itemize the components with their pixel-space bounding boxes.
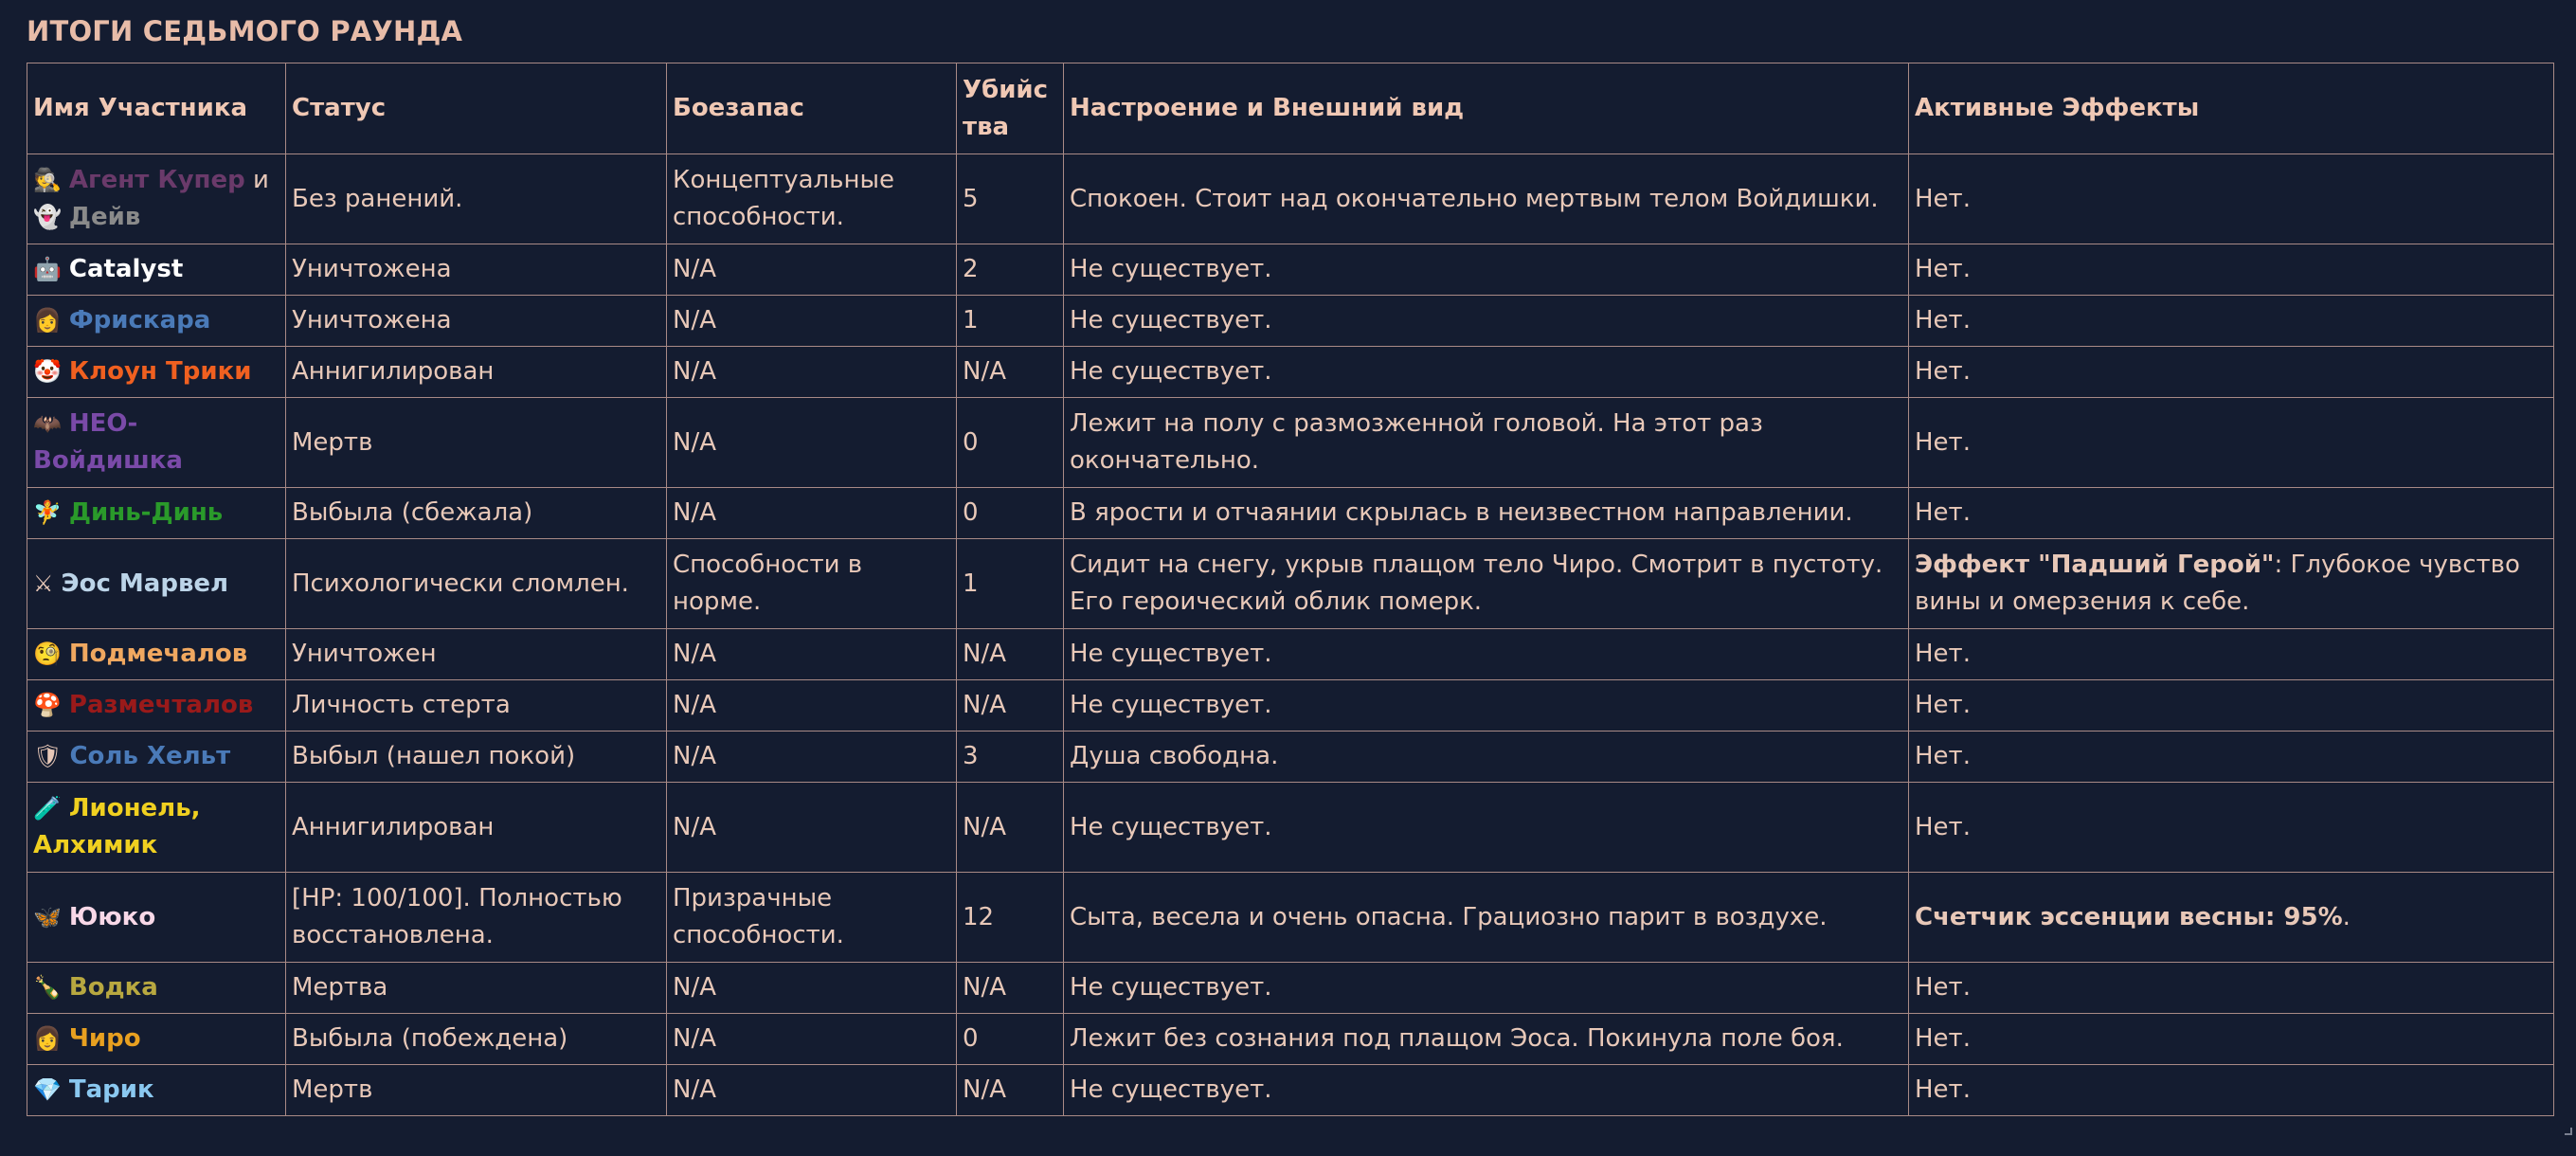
cell-ammo: N/A <box>667 629 957 680</box>
table-row <box>27 680 2554 732</box>
participant-name: Эос Марвел <box>61 569 229 598</box>
participant-name: Catalyst <box>68 255 184 283</box>
cell-status: Уничтожена <box>286 296 667 347</box>
cell-status: Выбыл (нашел покой) <box>286 732 667 783</box>
cell-ammo: N/A <box>667 244 957 296</box>
cell-status: Психологически сломлен. <box>286 539 667 629</box>
participant-avatar-icon: ⚔ <box>33 569 54 597</box>
cell-effects <box>1909 783 2554 873</box>
cell-effects <box>1909 1014 2554 1065</box>
cell-mood: Спокоен. Стоит над окончательно мертвым телом Войдишки. <box>1064 154 1909 244</box>
ghost-icon: 👻 <box>33 204 62 230</box>
cell-name <box>27 783 286 873</box>
cell-ammo: N/A <box>667 398 957 488</box>
cell-name <box>27 873 286 963</box>
cell-effects <box>1909 1065 2554 1116</box>
cell-name <box>27 488 286 539</box>
cell-kills: N/A <box>957 680 1064 732</box>
cell-name <box>27 154 286 244</box>
header-status: Статус <box>286 63 667 154</box>
participant-name: Агент Купер <box>68 166 245 194</box>
cell-status: Выбыла (сбежала) <box>286 488 667 539</box>
cell-status: Уничтожен <box>286 629 667 680</box>
table-body <box>27 154 2554 1116</box>
cell-effects <box>1909 963 2554 1014</box>
header-mood: Настроение и Внешний вид <box>1064 63 1909 154</box>
cell-ammo: N/A <box>667 680 957 732</box>
cell-status: [HP: 100/100]. Полностью восстановлена. <box>286 873 667 963</box>
cell-kills: 2 <box>957 244 1064 296</box>
cell-mood: Не существует. <box>1064 783 1909 873</box>
cell-kills: 0 <box>957 488 1064 539</box>
cell-kills: 12 <box>957 873 1064 963</box>
cell-name <box>27 680 286 732</box>
participant-avatar-icon: 🤖 <box>33 256 62 282</box>
table-row <box>27 154 2554 244</box>
effect-text: Нет. <box>1915 255 1971 283</box>
cell-kills: 0 <box>957 1014 1064 1065</box>
participant-name: Лионель, Алхимик <box>33 794 201 859</box>
cell-ammo: N/A <box>667 347 957 398</box>
cell-effects <box>1909 296 2554 347</box>
effect-text: Нет. <box>1915 812 1971 841</box>
cell-name <box>27 963 286 1014</box>
participant-name: НЕО-Войдишка <box>33 409 183 475</box>
participant-avatar-icon: 🍾 <box>33 974 62 1001</box>
cell-name <box>27 244 286 296</box>
cell-ammo: N/A <box>667 296 957 347</box>
effect-text: Нет. <box>1915 357 1971 386</box>
table-row <box>27 873 2554 963</box>
table-row <box>27 539 2554 629</box>
cell-effects <box>1909 154 2554 244</box>
cell-kills: 1 <box>957 296 1064 347</box>
cell-status: Мертва <box>286 963 667 1014</box>
effect-text: Нет. <box>1915 1075 1971 1104</box>
participant-avatar-icon: 🛡 <box>33 743 63 769</box>
participant-name: Ююко <box>68 902 156 931</box>
cell-effects <box>1909 732 2554 783</box>
results-table <box>27 63 2554 1116</box>
resize-handle-icon[interactable] <box>2565 1128 2572 1135</box>
participant-avatar-icon: 🕵 <box>33 167 62 193</box>
participant-avatar-icon: 🦇 <box>33 410 62 437</box>
name-conjunction: и <box>244 166 269 194</box>
cell-kills: N/A <box>957 1065 1064 1116</box>
effect-text: Нет. <box>1915 184 1971 213</box>
cell-effects <box>1909 488 2554 539</box>
participant-avatar-icon: 👩 <box>33 1025 62 1052</box>
participant-name: Чиро <box>68 1024 141 1053</box>
cell-name <box>27 629 286 680</box>
cell-kills: 1 <box>957 539 1064 629</box>
participant-avatar-icon: 👩 <box>33 307 62 334</box>
cell-kills: 5 <box>957 154 1064 244</box>
table-row <box>27 398 2554 488</box>
cell-mood: Сидит на снегу, укрыв плащом тело Чиро. Смотрит в пустоту. Его героический облик померк. <box>1064 539 1909 629</box>
effect-text: : Глубокое чувство вины и омерзения к себе. <box>1915 551 2520 616</box>
cell-effects <box>1909 629 2554 680</box>
participant-name: Динь-Динь <box>68 498 224 527</box>
cell-mood: Лежит на полу с размозженной головой. На этот раз окончательно. <box>1064 398 1909 488</box>
cell-mood: Не существует. <box>1064 963 1909 1014</box>
table-row <box>27 488 2554 539</box>
cell-mood: Душа свободна. <box>1064 732 1909 783</box>
table-header-row <box>27 63 2554 154</box>
effect-text: . <box>2342 902 2351 931</box>
table-row <box>27 783 2554 873</box>
participant-avatar-icon: 🤡 <box>33 358 62 385</box>
cell-status: Аннигилирован <box>286 347 667 398</box>
effect-text: Нет. <box>1915 1024 1971 1053</box>
table-row <box>27 244 2554 296</box>
participant-name: Водка <box>68 973 158 1002</box>
table-row <box>27 1014 2554 1065</box>
participant-name: Тарик <box>68 1075 154 1104</box>
effect-text: Нет. <box>1915 306 1971 334</box>
cell-mood: Не существует. <box>1064 1065 1909 1116</box>
effect-name: Эффект "Падший Герой" <box>1915 551 2275 579</box>
table-row <box>27 1065 2554 1116</box>
participant-avatar-icon: 💎 <box>33 1076 62 1103</box>
participant-avatar-icon: 🦋 <box>33 903 62 930</box>
cell-mood: В ярости и отчаянии скрылась в неизвестном направлении. <box>1064 488 1909 539</box>
participant-name: Клоун Трики <box>68 357 252 386</box>
effect-text: Нет. <box>1915 640 1971 668</box>
effect-text: Нет. <box>1915 691 1971 719</box>
table-row <box>27 347 2554 398</box>
cell-name <box>27 1065 286 1116</box>
cell-ammo: N/A <box>667 1065 957 1116</box>
cell-status: Личность стерта <box>286 680 667 732</box>
cell-name <box>27 539 286 629</box>
cell-mood: Не существует. <box>1064 347 1909 398</box>
participant-name: Размечталов <box>68 691 254 719</box>
cell-ammo: N/A <box>667 963 957 1014</box>
cell-mood: Не существует. <box>1064 680 1909 732</box>
effect-name: Счетчик эссенции весны: 95% <box>1915 902 2343 931</box>
header-ammo: Боезапас <box>667 63 957 154</box>
cell-mood: Сыта, весела и очень опасна. Грациозно парит в воздухе. <box>1064 873 1909 963</box>
cell-mood: Не существует. <box>1064 629 1909 680</box>
cell-name <box>27 347 286 398</box>
table-row <box>27 963 2554 1014</box>
cell-effects <box>1909 398 2554 488</box>
effect-text: Нет. <box>1915 742 1971 770</box>
cell-ammo: Концептуальные способности. <box>667 154 957 244</box>
cell-status: Мертв <box>286 398 667 488</box>
cell-mood: Не существует. <box>1064 296 1909 347</box>
cell-kills: N/A <box>957 783 1064 873</box>
cell-kills: 0 <box>957 398 1064 488</box>
table-row <box>27 629 2554 680</box>
cell-status: Мертв <box>286 1065 667 1116</box>
participant-avatar-icon: 🧐 <box>33 641 62 667</box>
cell-kills: N/A <box>957 963 1064 1014</box>
cell-ammo: N/A <box>667 488 957 539</box>
cell-ammo: N/A <box>667 783 957 873</box>
cell-status: Выбыла (побеждена) <box>286 1014 667 1065</box>
cell-mood: Не существует. <box>1064 244 1909 296</box>
cell-ammo: Призрачные способности. <box>667 873 957 963</box>
cell-mood: Лежит без сознания под плащом Эоса. Покинула поле боя. <box>1064 1014 1909 1065</box>
cell-kills: N/A <box>957 347 1064 398</box>
effect-text: Нет. <box>1915 427 1971 457</box>
cell-name <box>27 732 286 783</box>
cell-status: Аннигилирован <box>286 783 667 873</box>
cell-kills: N/A <box>957 629 1064 680</box>
cell-effects <box>1909 873 2554 963</box>
cell-status: Уничтожена <box>286 244 667 296</box>
participant-name-secondary: Дейв <box>68 203 141 231</box>
table-row <box>27 732 2554 783</box>
cell-ammo: N/A <box>667 1014 957 1065</box>
participant-name: Фрискара <box>68 306 211 334</box>
participant-name: Подмечалов <box>68 640 248 668</box>
cell-effects <box>1909 539 2554 629</box>
participant-avatar-icon: 🧪 <box>33 795 62 822</box>
cell-kills: 3 <box>957 732 1064 783</box>
header-effects: Активные Эффекты <box>1909 63 2554 154</box>
cell-ammo: Способности в норме. <box>667 539 957 629</box>
effect-text: Нет. <box>1915 973 1971 1002</box>
header-name: Имя Участника <box>27 63 286 154</box>
participant-avatar-icon: 🍄 <box>33 692 62 718</box>
participant-avatar-icon: 🧚 <box>33 499 62 526</box>
cell-name <box>27 1014 286 1065</box>
cell-ammo: N/A <box>667 732 957 783</box>
cell-effects <box>1909 347 2554 398</box>
cell-name <box>27 398 286 488</box>
cell-effects <box>1909 680 2554 732</box>
cell-effects <box>1909 244 2554 296</box>
table-row <box>27 296 2554 347</box>
cell-status: Без ранений. <box>286 154 667 244</box>
participant-name: Соль Хельт <box>69 742 231 770</box>
header-kills: Убийства <box>957 63 1064 154</box>
cell-name <box>27 296 286 347</box>
page-title: ИТОГИ СЕДЬМОГО РАУНДА <box>27 15 463 47</box>
effect-text: Нет. <box>1915 498 1971 527</box>
